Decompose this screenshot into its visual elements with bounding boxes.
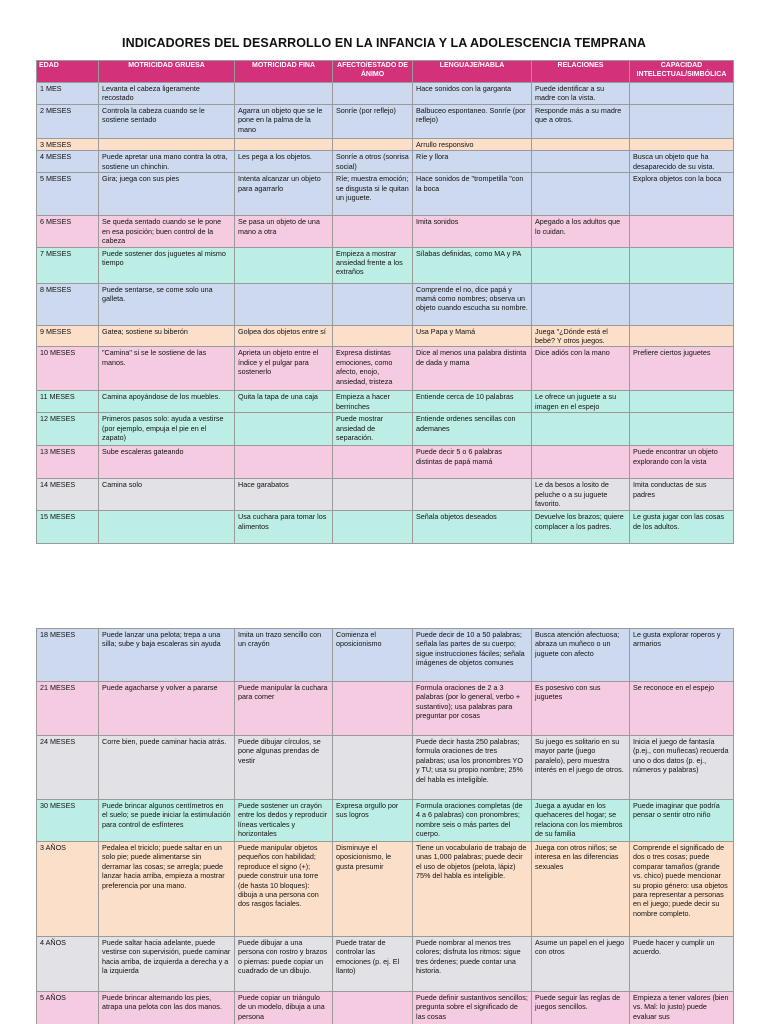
language-cell: Ríe y llora [413, 151, 532, 173]
header-language: LENGUAJE/HABLA [413, 61, 532, 83]
relations-cell: Juega con otros niños; se interesa en las diferencias sexuales [532, 842, 630, 937]
age-cell: 6 MESES [37, 216, 99, 247]
affect-cell [333, 736, 413, 800]
language-cell: Sílabas definidas, como MA y PA [413, 247, 532, 283]
intellect-cell [630, 413, 734, 446]
gross-motor-cell: "Camina" si se le sostiene de las manos. [99, 347, 235, 391]
intellect-cell: Inicia el juego de fantasía (p.ej., con muñecas) recuerda uno o dos datos (p. ej., números y palabras) [630, 736, 734, 800]
relations-cell: Puede identificar a su madre con la vista. [532, 83, 630, 105]
language-cell: Puede definir sustantivos sencillos; pregunta sobre el significado de las cosas [413, 992, 532, 1024]
fine-motor-cell: Aprieta un objeto entre el índice y el pulgar para sostenerlo [235, 347, 333, 391]
fine-motor-cell [235, 247, 333, 283]
affect-cell [333, 139, 413, 151]
age-cell: 12 MESES [37, 413, 99, 446]
gross-motor-cell: Primeros pasos solo: ayuda a vestirse (por ejemplo, empuja el pie en el zapato) [99, 413, 235, 446]
intellect-cell: Imita conductas de sus padres [630, 479, 734, 511]
intellect-cell: Puede hacer y cumplir un acuerdo. [630, 937, 734, 992]
affect-cell [333, 992, 413, 1024]
age-cell: 4 MESES [37, 151, 99, 173]
fine-motor-cell [235, 83, 333, 105]
age-cell: 5 AÑOS [37, 992, 99, 1024]
table-row [37, 139, 734, 151]
fine-motor-cell: Les pega a los objetos. [235, 151, 333, 173]
age-cell: 1 MES [37, 83, 99, 105]
relations-cell: Devuelve los brazos; quiere complacer a los padres. [532, 511, 630, 544]
language-cell: Entiende cerca de 10 palabras [413, 391, 532, 413]
table-row [37, 247, 734, 283]
development-table-2 [36, 628, 734, 1024]
language-cell: Imita sonidos [413, 216, 532, 247]
gross-motor-cell: Puede apretar una mano contra la otra, sostiene un chinchin. [99, 151, 235, 173]
language-cell: Puede decir 5 o 6 palabras distintas de papá mamá [413, 446, 532, 479]
language-cell: Dice al menos una palabra distinta de dada y mama [413, 347, 532, 391]
intellect-cell: Le gusta explorar roperos y armarios [630, 629, 734, 682]
intellect-cell [630, 283, 734, 325]
relations-cell: Responde más a su madre que a otros. [532, 105, 630, 139]
affect-cell: Expresa distintas emociones, como afecto, enojo, ansiedad, tristeza [333, 347, 413, 391]
affect-cell: Sonríe (por reflejo) [333, 105, 413, 139]
gross-motor-cell: Corre bien, puede caminar hacia atrás. [99, 736, 235, 800]
gross-motor-cell: Puede lanzar una pelota; trepa a una silla; sube y baja escaleras sin ayuda [99, 629, 235, 682]
intellect-cell: Puede imaginar que podría pensar o sentir otro niño [630, 800, 734, 842]
language-cell: Tiene un vocabulario de trabajo de unas 1,000 palabras; puede decir el uso de objetos (pelota, lápiz) 75% del habla es inteligible. [413, 842, 532, 937]
gross-motor-cell: Puede agacharse y volver a pararse [99, 682, 235, 736]
gross-motor-cell [99, 511, 235, 544]
table-row [37, 325, 734, 347]
fine-motor-cell: Puede dibujar círculos, se pone algunas prendas de vestir [235, 736, 333, 800]
affect-cell [333, 682, 413, 736]
fine-motor-cell: Agarra un objeto que se le pone en la palma de la mano [235, 105, 333, 139]
gross-motor-cell: Puede sentarse, se come solo una galleta. [99, 283, 235, 325]
language-cell: Balbuceo espontaneo. Sonríe (por reflejo) [413, 105, 532, 139]
table-row [37, 992, 734, 1024]
age-cell: 15 MESES [37, 511, 99, 544]
affect-cell: Expresa orgullo por sus logros [333, 800, 413, 842]
fine-motor-cell: Se pasa un objeto de una mano a otra [235, 216, 333, 247]
intellect-cell: Busca un objeto que ha desaparecido de su vista. [630, 151, 734, 173]
intellect-cell [630, 325, 734, 347]
affect-cell: Empieza a hacer berrinches [333, 391, 413, 413]
relations-cell: Dice adiós con la mano [532, 347, 630, 391]
table-row [37, 151, 734, 173]
intellect-cell: Puede encontrar un objeto explorando con la vista [630, 446, 734, 479]
relations-cell: Su juego es solitario en su mayor parte (juego paralelo), pero muestra interés en el juego de otros. [532, 736, 630, 800]
language-cell: Arrullo responsivo [413, 139, 532, 151]
relations-cell [532, 446, 630, 479]
gross-motor-cell: Pedalea el triciclo; puede saltar en un solo pie; puede alimentarse sin derramar las cosas; se arregla; puede lanzar hacia arriba, empieza a mostrar preferencia por una mano. [99, 842, 235, 937]
relations-cell [532, 283, 630, 325]
affect-cell [333, 325, 413, 347]
affect-cell: Sonríe a otros (sonrisa social) [333, 151, 413, 173]
gross-motor-cell: Puede brincar algunos centímetros en el suelo; se puede iniciar la estimulación para control de esfínteres [99, 800, 235, 842]
age-cell: 10 MESES [37, 347, 99, 391]
language-cell: Puede decir hasta 250 palabras; formula oraciones de tres palabras; usa los pronombres YO y TU; usa su propio nombre; 25% del habla es inteligible. [413, 736, 532, 800]
relations-cell: Le da besos a losito de peluche o a su juguete favorito. [532, 479, 630, 511]
relations-cell [532, 139, 630, 151]
language-cell: Formula oraciones de 2 a 3 palabras (por lo general, verbo + sustantivo); usa palabras para preguntar por cosas [413, 682, 532, 736]
header-relations: RELACIONES [532, 61, 630, 83]
language-cell: Hace sonidos de "trompetilla "con la boca [413, 173, 532, 216]
relations-cell [532, 247, 630, 283]
gross-motor-cell: Puede sostener dos juguetes al mismo tiempo [99, 247, 235, 283]
intellect-cell: Comprende el significado de dos o tres cosas; puede comparar tamaños (grande vs. chico) puede mencionar su propio género: usa objetos para representar a personas en el juego; puede decir su nombre completo. [630, 842, 734, 937]
age-cell: 14 MESES [37, 479, 99, 511]
affect-cell: Puede tratar de controlar las emociones (p. ej. El llanto) [333, 937, 413, 992]
intellect-cell: Explora objetos con la boca [630, 173, 734, 216]
age-cell: 3 MESES [37, 139, 99, 151]
language-cell: Entiende ordenes sencillas con ademanes [413, 413, 532, 446]
gross-motor-cell: Levanta el cabeza ligeramente recostado [99, 83, 235, 105]
fine-motor-cell [235, 283, 333, 325]
age-cell: 11 MESES [37, 391, 99, 413]
intellect-cell [630, 391, 734, 413]
fine-motor-cell: Quita la tapa de una caja [235, 391, 333, 413]
language-cell: Usa Papa y Mamá [413, 325, 532, 347]
relations-cell [532, 173, 630, 216]
relations-cell [532, 413, 630, 446]
relations-cell: Le ofrece un juguete a su imagen en el espejo [532, 391, 630, 413]
gross-motor-cell: Puede saltar hacia adelante, puede vestirse con supervisión, puede caminar hacia arriba, de izquierda a derecha y a la izquierda [99, 937, 235, 992]
relations-cell: Es posesivo con sus juguetes [532, 682, 630, 736]
header-intellect: CAPACIDAD INTELECTUAL/SIMBÓLICA [630, 61, 734, 83]
fine-motor-cell: Puede copiar un triángulo de un modelo, dibuja a una persona [235, 992, 333, 1024]
affect-cell [333, 216, 413, 247]
fine-motor-cell: Intenta alcanzar un objeto para agarrarlo [235, 173, 333, 216]
table-row [37, 446, 734, 479]
intellect-cell [630, 139, 734, 151]
fine-motor-cell: Hace garabatos [235, 479, 333, 511]
age-cell: 7 MESES [37, 247, 99, 283]
fine-motor-cell [235, 413, 333, 446]
language-cell [413, 479, 532, 511]
page-title: INDICADORES DEL DESARROLLO EN LA INFANCIA Y LA ADOLESCENCIA TEMPRANA [122, 36, 646, 50]
affect-cell [333, 283, 413, 325]
table-header-row [37, 61, 734, 83]
table-row [37, 842, 734, 937]
age-cell: 13 MESES [37, 446, 99, 479]
gross-motor-cell: Camina solo [99, 479, 235, 511]
table-row [37, 736, 734, 800]
affect-cell [333, 83, 413, 105]
development-table-1 [36, 60, 734, 544]
relations-cell: Apegado a los adultos que lo cuidan. [532, 216, 630, 247]
age-cell: 4 AÑOS [37, 937, 99, 992]
table-row [37, 629, 734, 682]
affect-cell [333, 446, 413, 479]
intellect-cell [630, 216, 734, 247]
language-cell: Puede nombrar al menos tres colores; disfruta los ritmos: sigue tres órdenes; puede contar una historia. [413, 937, 532, 992]
language-cell: Formula oraciones completas (de 4 a 6 palabras) con pronombres; nombre seis o más partes del cuerpo. [413, 800, 532, 842]
gross-motor-cell: Se queda sentado cuando se le pone en esa posición; buen control de la cabeza [99, 216, 235, 247]
affect-cell: Empieza a mostrar ansiedad frente a los extraños [333, 247, 413, 283]
fine-motor-cell: Puede manipular objetos pequeños con habilidad; reproduce el signo (+); puede construir una torre (de hasta 10 bloques): dibuja a una persona con dos rasgos faciales. [235, 842, 333, 937]
fine-motor-cell: Golpea dos objetos entre sí [235, 325, 333, 347]
intellect-cell [630, 83, 734, 105]
table-row [37, 83, 734, 105]
gross-motor-cell: Sube escaleras gateando [99, 446, 235, 479]
affect-cell: Puede mostrar ansiedad de separación. [333, 413, 413, 446]
age-cell: 3 AÑOS [37, 842, 99, 937]
affect-cell: Ríe; muestra emoción; se disgusta si le quitan un juguete. [333, 173, 413, 216]
gross-motor-cell: Gatea; sostiene su biberón [99, 325, 235, 347]
affect-cell [333, 511, 413, 544]
affect-cell: Disminuye el oposicionismo, le gusta presumir [333, 842, 413, 937]
fine-motor-cell: Imita un trazo sencillo con un crayón [235, 629, 333, 682]
fine-motor-cell: Puede dibujar a una persona con rostro y brazos o piernas: puede copiar un cuadrado de un dibujo. [235, 937, 333, 992]
fine-motor-cell: Puede manipular la cuchara para comer [235, 682, 333, 736]
table-row [37, 511, 734, 544]
table-row [37, 937, 734, 992]
table-row [37, 682, 734, 736]
relations-cell [532, 151, 630, 173]
language-cell: Hace sonidos con la garganta [413, 83, 532, 105]
table-row [37, 391, 734, 413]
affect-cell: Comienza el oposicionismo [333, 629, 413, 682]
intellect-cell: Se reconoce en el espejo [630, 682, 734, 736]
age-cell: 18 MESES [37, 629, 99, 682]
age-cell: 9 MESES [37, 325, 99, 347]
relations-cell: Busca atención afectuosa; abraza un muñeco o un juguete con afecto [532, 629, 630, 682]
gross-motor-cell: Puede brincar alternando los pies, atrapa una pelota con las dos manos. [99, 992, 235, 1024]
age-cell: 30 MESES [37, 800, 99, 842]
table-row [37, 800, 734, 842]
relations-cell: Asume un papel en el juego con otros [532, 937, 630, 992]
intellect-cell: Prefiere ciertos juguetes [630, 347, 734, 391]
language-cell: Señala objetos deseados [413, 511, 532, 544]
language-cell: Puede decir de 10 a 50 palabras; señala las partes de su cuerpo; sigue instrucciones fáciles; señala imágenes de objetos comunes [413, 629, 532, 682]
header-age: EDAD [37, 61, 99, 83]
age-cell: 8 MESES [37, 283, 99, 325]
intellect-cell: Le gusta jugar con las cosas de los adultos. [630, 511, 734, 544]
relations-cell: Juega "¿Dónde está el bebé? Y otros juegos. [532, 325, 630, 347]
intellect-cell: Empieza a tener valores (bien vs. Mal: lo justo) puede evaluar sus [630, 992, 734, 1024]
gross-motor-cell: Gira; juega con sus pies [99, 173, 235, 216]
age-cell: 5 MESES [37, 173, 99, 216]
intellect-cell [630, 247, 734, 283]
intellect-cell [630, 105, 734, 139]
fine-motor-cell [235, 446, 333, 479]
gross-motor-cell [99, 139, 235, 151]
table-row [37, 105, 734, 139]
age-cell: 21 MESES [37, 682, 99, 736]
fine-motor-cell: Usa cuchara para tomar los alimentos [235, 511, 333, 544]
header-gross-motor: MOTRICIDAD GRUESA [99, 61, 235, 83]
table-row [37, 347, 734, 391]
fine-motor-cell [235, 139, 333, 151]
language-cell: Comprende el no, dice papá y mamá como nombres; observa un objeto cuando escucha su nombre. [413, 283, 532, 325]
relations-cell: Puede seguir las reglas de juegos sencillos. [532, 992, 630, 1024]
affect-cell [333, 479, 413, 511]
table-row [37, 479, 734, 511]
table-row [37, 173, 734, 216]
age-cell: 24 MESES [37, 736, 99, 800]
fine-motor-cell: Puede sostener un crayón entre los dedos y reproducir líneas verticales y horizontales [235, 800, 333, 842]
age-cell: 2 MESES [37, 105, 99, 139]
table-row [37, 283, 734, 325]
relations-cell: Juega a ayudar en los quehaceres del hogar; se relaciona con los miembros de su familia [532, 800, 630, 842]
header-fine-motor: MOTRICIDAD FINA [235, 61, 333, 83]
table-row [37, 216, 734, 247]
gross-motor-cell: Controla la cabeza cuando se le sostiene sentado [99, 105, 235, 139]
header-affect: AFECTO/ESTADO DE ÁNIMO [333, 61, 413, 83]
table-row [37, 413, 734, 446]
gross-motor-cell: Camina apoyándose de los muebles. [99, 391, 235, 413]
